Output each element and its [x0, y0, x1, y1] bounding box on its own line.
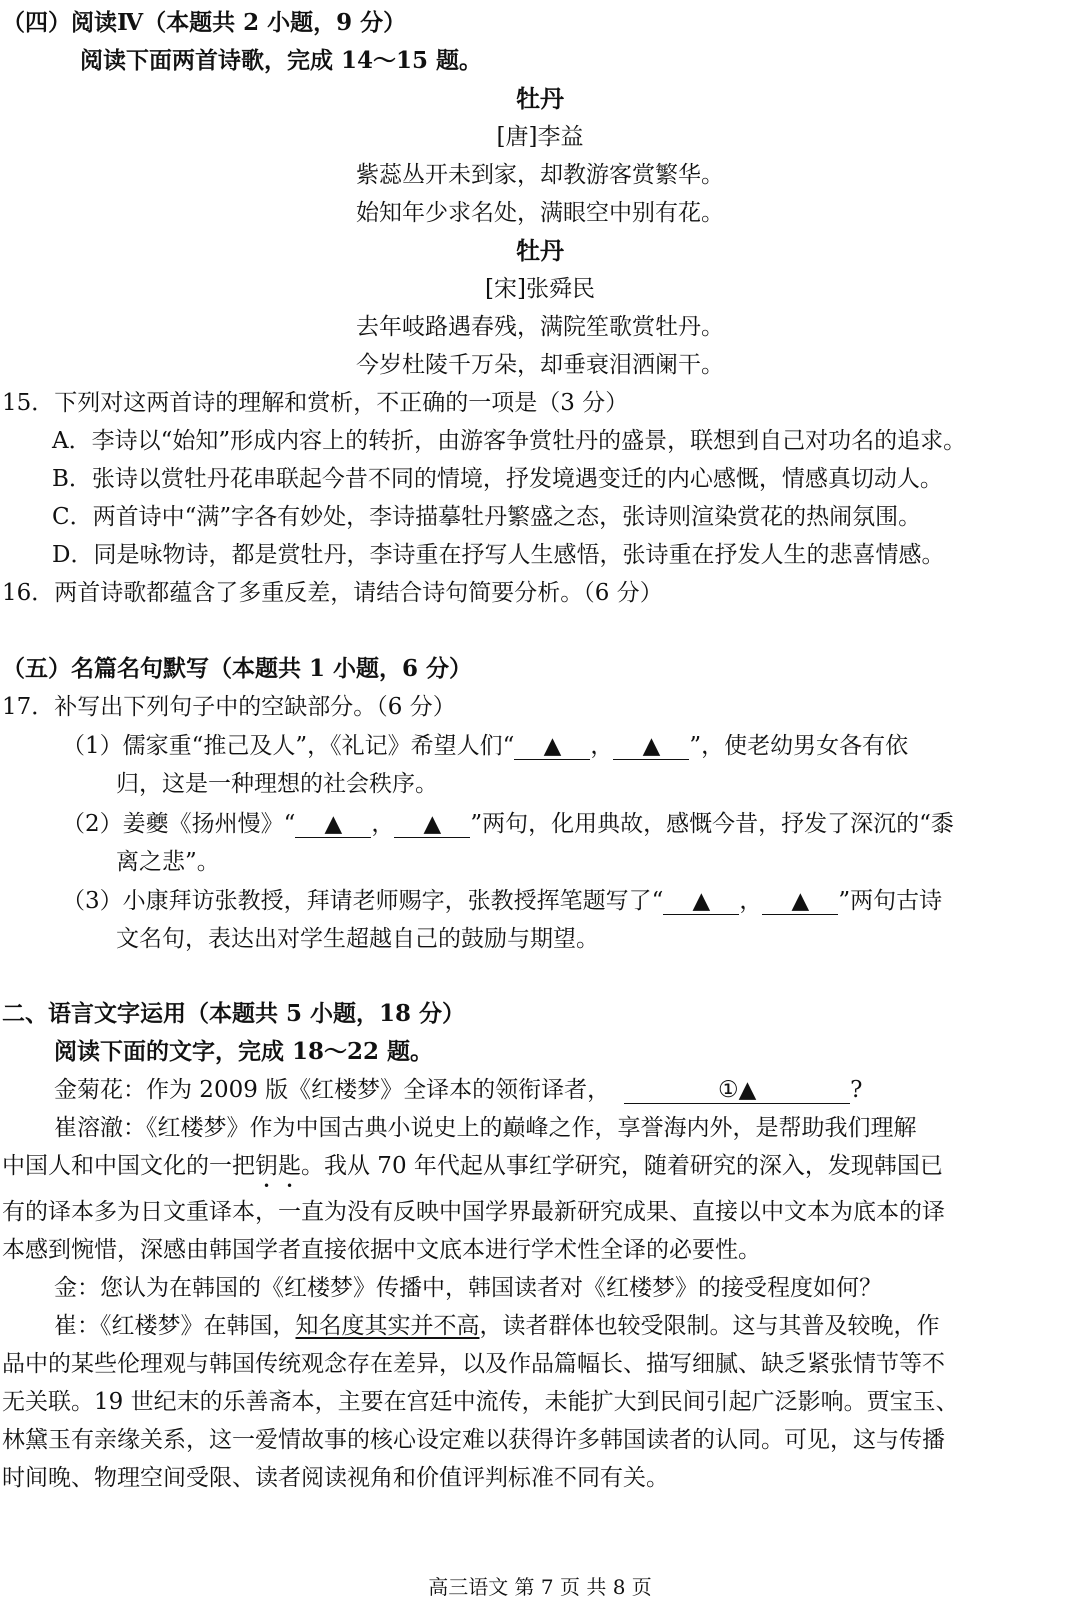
comma: ， [739, 888, 763, 914]
section5-heading: （五）名篇名句默写（本题共 1 小题，6 分） [2, 655, 473, 682]
p2-line-3: 有的译本多为日文重译本，一直为没有反映中国学界最新研究成果、直接以中文本为底本的译 [2, 1199, 945, 1225]
question-17-item-3-cont: 文名句，表达出对学生超越自己的鼓励与期望。 [116, 926, 599, 952]
part2-heading: 二、语言文字运用（本题共 5 小题，18 分） [2, 1000, 466, 1027]
question-17-item-2-cont: 离之悲”。 [116, 849, 220, 875]
p2-line-4: 本感到惋惜，深感由韩国学者直接依据中文底本进行学术性全译的必要性。 [2, 1237, 761, 1263]
question-17-item-1-cont: 归，这是一种理想的社会秩序。 [116, 771, 438, 797]
page-footer: 高三语文 第 7 页 共 8 页 [428, 1575, 652, 1599]
p2-line-1: 崔溶澈：《红楼梦》作为中国古典小说史上的巅峰之作，享誉海内外，是帮助我们理解 [54, 1115, 917, 1141]
answer-blank: ▲ [613, 733, 689, 760]
p4-line-3: 无关联。19 世纪末的乐善斋本，主要在宫廷中流传，未能扩大到民间引起广泛影响。贾宝玉、 [2, 1389, 959, 1415]
section4-heading: （四）阅读Ⅳ（本题共 2 小题，9 分） [2, 9, 407, 36]
comma: ， [371, 811, 395, 837]
question-15-option-a: A．李诗以“始知”形成内容上的转折，由游客争赏牡丹的盛景，联想到自己对功名的追求。 [52, 428, 967, 454]
question-15-option-d: D．同是咏物诗，都是赏牡丹，李诗重在抒写人生感悟，张诗重在抒发人生的悲喜情感。 [52, 542, 945, 568]
poem1-author: [唐]李益 [496, 124, 584, 150]
p4-text-a: 崔：《红楼梦》在韩国， [54, 1313, 296, 1339]
p1-question-mark: ? [850, 1077, 863, 1103]
answer-blank: ▲ [762, 888, 838, 915]
p4-line-5: 时间晚、物理空间受限、读者阅读视角和价值评判标准不同有关。 [2, 1465, 669, 1491]
question-17-item-3 [62, 886, 942, 916]
poem2-line1: 去年岐路遇春残，满院笙歌赏牡丹。 [356, 314, 724, 340]
item2-text-before: （2）姜夔《扬州慢》“ [62, 811, 296, 837]
poem2-line2: 今岁杜陵千万朵，却垂衰泪洒阑干。 [356, 352, 724, 378]
p4-line-1 [54, 1311, 940, 1341]
p2-line-2 [2, 1151, 943, 1193]
poem1-line2: 始知年少求名处，满眼空中别有花。 [356, 200, 724, 226]
question-15-option-c: C．两首诗中“满”字各有妙处，李诗描摹牡丹繁盛之态，张诗则渲染赏花的热闹氛围。 [52, 504, 922, 530]
question-17-item-2 [62, 809, 954, 839]
item3-text-before: （3）小康拜访张教授，拜请老师赐字，张教授挥笔题写了“ [62, 888, 664, 914]
question-17-item-1 [62, 731, 908, 761]
item1-text-after: ”，使老幼男女各有依 [689, 733, 909, 759]
p3-line: 金：您认为在韩国的《红楼梦》传播中，韩国读者对《红楼梦》的接受程度如何？ [54, 1275, 882, 1301]
p4-text-b: ，读者群体也较受限制。这与其普及较晚，作 [479, 1313, 940, 1339]
item3-text-after: ”两句古诗 [838, 888, 943, 914]
section4-instruction: 阅读下面两首诗歌，完成 14～15 题。 [80, 47, 483, 74]
question-15-stem: 15．下列对这两首诗的理解和赏析，不正确的一项是（3 分） [2, 390, 629, 416]
underlined-phrase: 知名度其实并不高 [295, 1313, 480, 1339]
dialogue-line-1 [54, 1075, 863, 1105]
answer-blank: ▲ [663, 888, 739, 915]
p2-text-a: 中国人和中国文化的一把 [2, 1153, 255, 1179]
p4-line-4: 林黛玉有亲缘关系，这一爱情故事的核心设定难以获得许多韩国读者的认同。可见，这与传播 [2, 1427, 945, 1453]
answer-blank-1: ①▲ [624, 1077, 850, 1104]
poem1-line1: 紫蕊丛开未到家，却教游客赏繁华。 [356, 162, 724, 188]
poem1-title: 牡丹 [516, 84, 564, 113]
answer-blank: ▲ [394, 811, 470, 838]
p1-text: 金菊花：作为 2009 版《红楼梦》全译本的领衔译者， [54, 1077, 611, 1103]
p4-line-2: 品中的某些伦理观与韩国传统观念存在差异，以及作品篇幅长、描写细腻、缺乏紧张情节等不 [2, 1351, 945, 1377]
poem2-title: 牡丹 [516, 236, 564, 265]
item2-text-after: ”两句，化用典故，感慨今昔，抒发了深沉的“黍 [470, 811, 954, 837]
emphasized-word: 钥匙 [255, 1153, 301, 1179]
answer-blank: ▲ [295, 811, 371, 838]
p2-text-b: 。我从 70 年代起从事红学研究，随着研究的深入，发现韩国已 [301, 1153, 943, 1179]
poem2-author: [宋]张舜民 [485, 276, 595, 302]
answer-blank: ▲ [514, 733, 590, 760]
item1-text-before: （1）儒家重“推己及人”，《礼记》希望人们“ [62, 733, 515, 759]
part2-instruction: 阅读下面的文字，完成 18～22 题。 [54, 1038, 434, 1065]
question-17: 17．补写出下列句子中的空缺部分。（6 分） [2, 694, 456, 720]
question-16: 16．两首诗歌都蕴含了多重反差，请结合诗句简要分析。（6 分） [2, 580, 663, 606]
comma: ， [590, 733, 614, 759]
question-15-option-b: B．张诗以赏牡丹花串联起今昔不同的情境，抒发境遇变迁的内心感慨，情感真切动人。 [52, 466, 943, 492]
